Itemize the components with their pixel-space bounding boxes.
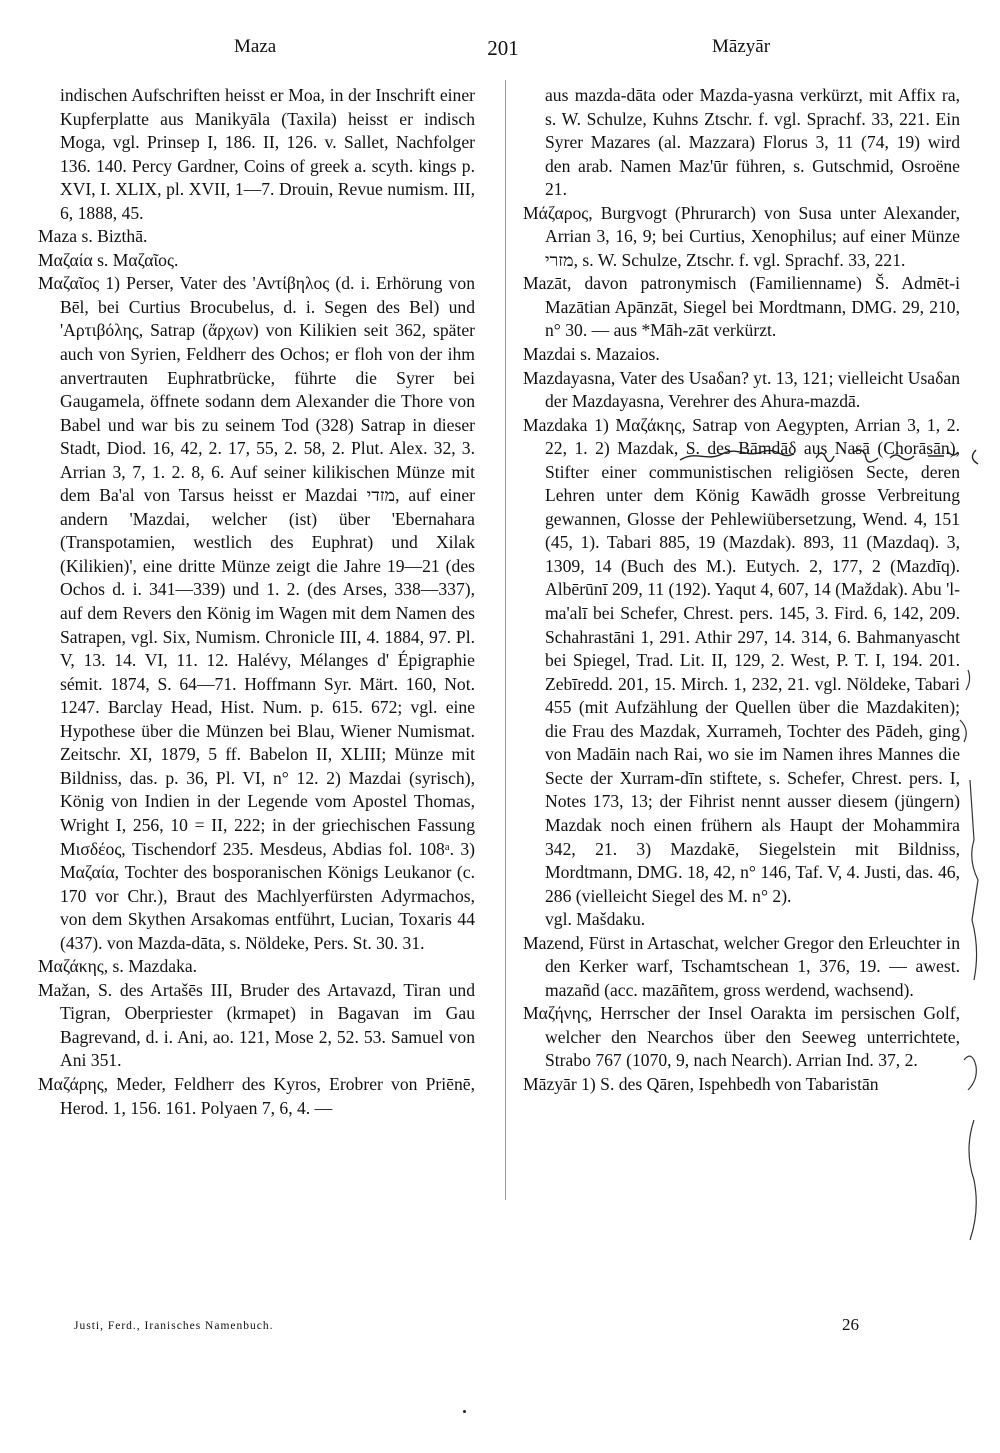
entry: Μαζάρης, Meder, Feldherr des Kyros, Erobrer von Priēnē, Herod. 1, 156. 161. Polyaen 7, 6, 4. — [38,1073,475,1118]
entry: Μαζάκης, s. Mazdaka. [38,956,198,977]
footer-signature: Justi, Ferd., Iranisches Namenbuch. [74,1320,274,1332]
page-number: 201 [487,36,519,60]
entry: Māzyār 1) S. des Qāren, Ispehbedh von Tabaristān [523,1073,879,1094]
entry: Mazāt, davon patronymisch (Familienname) Š. Admēt-i Mazātian Apānzāt, Siegel bei Mordtmann, DMG. 29, 210, n° 30. — aus *Māh-zāt verkürzt. [523,273,960,341]
entry: Μαζαῖος 1) Perser, Vater des 'Αντίβηλος (d. i. Erhörung von Bēl, bei Curtius Brocubelus, d. i. Segen des Bel) und 'Αρτιβόλης, Satrap (ἄρχων) von Kilikien seit 362, später auch von Syrien, Feldherr des Ochos; er floh von der ihm anvertrauten Euphratbrücke, führte die Syrer bei Gaugamela, öffnete sodann dem Alexander die Thore von Babel und war bis zu seinem Tod (328) Satrap in dieser Stadt, Diod. 16, 42, 2. 17, 55, 2. 58, 2. Plut. Alex. 32, 3. Arrian 3, 7, 1. 2. 8, 6. Auf seiner kilikischen Münze mit dem Ba'al von Tarsus heisst er Mazdai מזדי, auf einer andern 'Mazdai, welcher (ist) über 'Ebernahara (Transpotamien, westlich des Euphrat) und Xilak (Kilikien)', eine dritte Münze zeigt die Jahre 19—21 (des Ochos d. i. 341—339) und 1. 2. (des Arses, 338—337), auf dem Revers den König im Wagen mit dem Namen des Satrapen, vgl. Six, Numism. Chronicle III, 4. 1884, 97. Pl. V, 13. 14. VI, 11. 12. Halévy, Mélanges d' Épigraphie sémit. 1874, S. 64—71. Hoffmann Syr. Märt. 160, Not. 1247. Barclay Head, Hist. Num. p. 615. 672; vgl. eine Hypothese über die Münzen bei Blau, Wiener Numismat. Zeitschr. XI, 1879, 5 ff. Babelon II, XLIII; Münze mit Bildniss, das. p. 36, Pl. VI, n° 12. 2) Mazdai (syrisch), König von Indien in der Legende vom Apostel Thomas, Wright I, 256, 10 = II, 222; in der griechischen Fassung Μισδέος, Tischendorf 235. Mesdeus, Abdias fol. 108ᵃ. 3) Μαζαία, Tochter des bosporanischen Königs Leukanor (c. 170 vor Chr.), Braut des Machlyerfürsten Adyrmachos, von dem Skythen Arsakomas entführt, Lucian, Toxaris 44 (437). von Mazda-dāta, s. Nöldeke, Pers. St. 30. 31. [38,273,475,953]
header-right-term: Māzyār [712,36,771,57]
left-column [38,84,475,1120]
page-speck [463,1410,466,1413]
entry: Mazdaka 1) Μαζάκης, Satrap von Aegypten, Arrian 3, 1, 2. 22, 1. 2) Mazdak, S. des Bāmdāδ aus Nasā (Chorāsān), Stifter einer communistischen religiösen Secte, deren Lehren unter dem König Kawādh grosse Verbreitung gewannen, Glosse der Pehlewiübersetzung, Wend. 4, 151 (45, 1). Tabari 885, 19 (Mazdak). 893, 11 (Mazdaq). 3, 1309, 14 (Buch des M.). Eutych. 2, 177, 2 (Mazdīq). Albērūnī 209, 11 (192). Yaqut 4, 607, 14 (Maždak). Abu 'l-ma'alī bei Schefer, Chrest. pers. 145, 3. Fird. 6, 142, 209. Schahrastāni 1, 291. Athir 297, 14. 314, 6. Bahmanyascht bei Spiegel, Trad. Lit. II, 129, 2. West, P. T. I, 194. 201. Zebīredd. 201, 15. Mirch. 1, 232, 21. vgl. Nöldeke, Tabari 455 (mit Aufzählung der Quellen über die Mazdakiten); die Frau des Mazdak, Xurrameh, Tochter des Pādeh, ging von Madāin nach Rai, wo sie im Namen ihres Mannes die Secte der Xurram-dīn stiftete, s. Schefer, Chrest. pers. I, Notes 173, 13; der Fihrist nennt ausser diesem (jüngern) Mazdak noch einen frühern als Haupt der Mohammira 342, 21. 3) Mazdakē, Siegelstein mit Bildniss, Mordtmann, DMG. 18, 42, n° 146, Taf. V, 4. Justi, das. 46, 286 (vielleicht Siegel des M. n° 2). [523,414,960,906]
right-column [523,84,960,1097]
entry: indischen Aufschriften heisst er Moa, in der Inschrift einer Kupferplatte aus Manikyāla (Taxila) heisst er indisch Moga, vgl. Prinsep I, 186. II, 126. v. Sallet, Nachfolger 136. 140. Percy Gardner, Coins of greek a. scyth. kings p. XVI, I. XLIX, pl. XVII, 1—7. Drouin, Revue numism. III, 6, 1888, 45. [60,85,475,223]
entry: Μαζαία s. Μαζαῖος. [38,249,179,270]
entry: Mažan, S. des Artašēs III, Bruder des Artavazd, Tiran und Tigran, Oberpriester (krmapet) in Bagavan im Gau Bagrevand, d. i. Ani, ao. 121, Mose 2, 52. 53. Samuel von Ani 351. [38,979,475,1071]
entry: Mazdai s. Mazaios. [523,344,660,365]
margin-handwriting [940,640,998,1360]
entry: aus mazda-dāta oder Mazda-yasna verkürzt, mit Affix ra, s. W. Schulze, Kuhns Ztschr. f. vgl. Sprachf. 33, 221. Ein Syrer Mazares (al. Mazzara) Florus 3, 11 (74, 19) wird den arab. Namen Maz'ūr führen, s. Gutschmid, Osroëne 21. [545,85,960,200]
entry: Μαζήνης, Herrscher der Insel Oarakta im persischen Golf, welcher den Nearchos über den Seeweg unterrichtete, Strabo 767 (1070, 9, nach Nearch). Arrian Ind. 37, 2. [523,1003,960,1071]
entry: vgl. Mašdaku. [545,909,646,930]
entry: Μάζαρος, Burgvogt (Phrurarch) von Susa unter Alexander, Arrian 3, 16, 9; bei Curtius, Xenophilus; auf einer Münze מזרי, s. W. Schulze, Ztschr. f. vgl. Sprachf. 33, 221. [523,202,960,270]
entry: Mazdayasna, Vater des Usaδan? yt. 13, 121; vielleicht Usaδan der Mazdayasna, Verehrer des Ahura-mazdā. [523,367,960,412]
entry: Maza s. Bizthā. [38,226,148,247]
signature-mark: 26 [842,1315,859,1334]
header-left-term: Maza [234,36,277,57]
running-header [0,36,1000,66]
handwritten-annotation [676,440,996,470]
column-divider [505,80,506,1200]
entry: Mazend, Fürst in Artaschat, welcher Gregor den Erleuchter in den Kerker warf, Tschamtschean 1, 376, 19. — awest. mazañd (acc. mazāñtem, gross werdend, wachsend). [523,932,960,1000]
